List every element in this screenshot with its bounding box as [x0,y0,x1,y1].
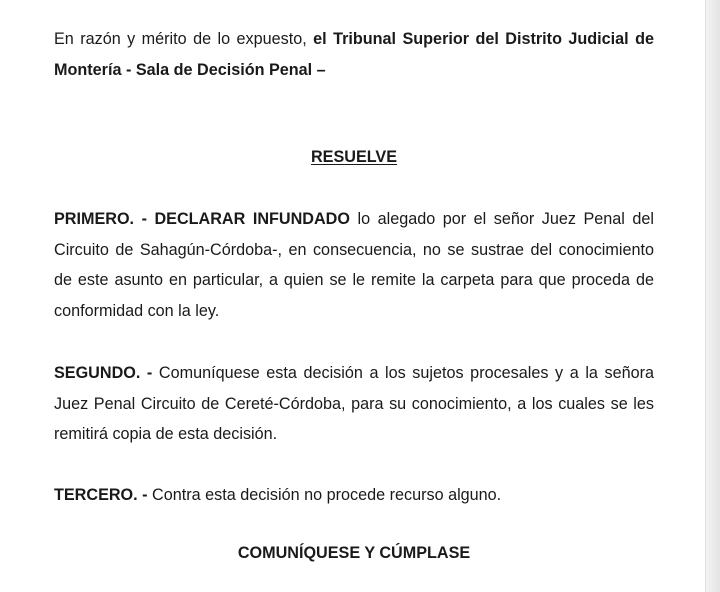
page-edge [705,0,720,592]
segundo-label: SEGUNDO. - [54,364,153,382]
tercero-paragraph [54,480,654,511]
intro-court-name: el Tribunal Superior del Distrito Judicial de Montería - Sala de Decisión Penal – [54,30,654,79]
resuelve-heading [54,148,654,167]
intro-text: En razón y mérito de lo expuesto, [54,30,314,48]
tercero-text: Contra esta decisión no procede recurso alguno. [147,486,502,504]
intro-paragraph [54,24,654,85]
segundo-text: Comuníquese esta decisión a los sujetos procesales y a la señora Juez Penal Circuito de Cereté-Córdoba, para su conocimiento, a los cuales se les remitirá copia de esta decisión. [54,364,655,443]
primero-paragraph [54,204,654,326]
primero-label: PRIMERO. - DECLARAR INFUNDADO [54,210,350,228]
tercero-label: TERCERO. - [54,486,148,504]
closing-heading: COMUNÍQUESE Y CÚMPLASE [237,544,471,562]
primero-text: lo alegado por el señor Juez Penal del Circuito de Sahagún-Córdoba-, en consecuencia, no se sustrae del conocimiento de este asunto en particular, a quien se le remite la carpeta para que proceda de conformidad con la ley. [54,210,655,320]
resuelve-heading-text: RESUELVE [310,148,398,166]
segundo-paragraph [54,358,654,450]
